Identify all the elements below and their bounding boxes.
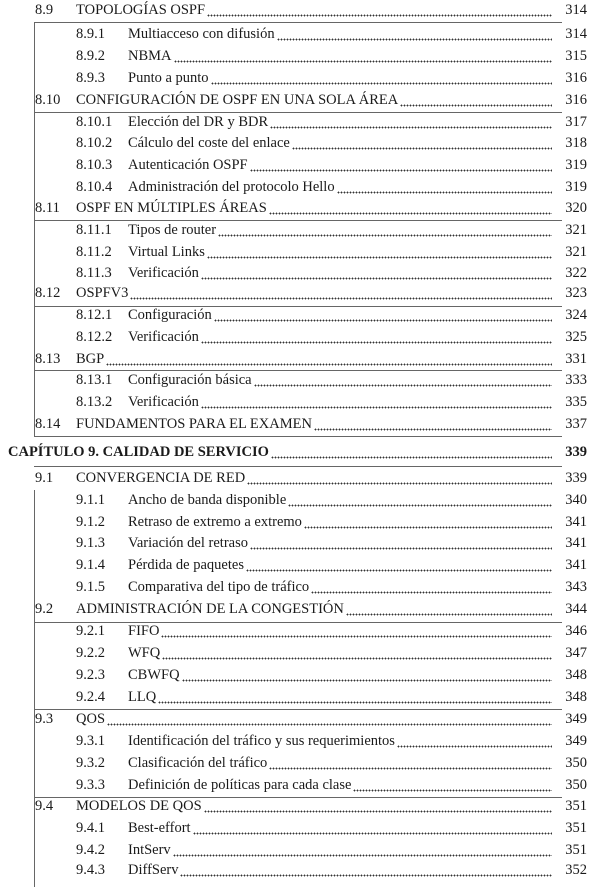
toc-subsection-row [0, 391, 600, 413]
toc-entry-page: 339 [565, 444, 587, 460]
toc-entry-fill [128, 532, 552, 554]
toc-entry-number: 8.10.4 [76, 179, 113, 195]
toc-subsection-row [0, 489, 600, 511]
toc-entry-title: Variación del retraso [128, 535, 248, 551]
toc-entry-fill [128, 176, 552, 198]
separator-rule [34, 709, 562, 710]
toc-entry-page: 314 [565, 26, 587, 42]
toc-entry-number: 8.9 [35, 2, 54, 18]
toc-entry-fill [8, 441, 552, 463]
toc-section-row [0, 598, 600, 620]
toc-subsection-row [0, 839, 600, 861]
toc-entry-title: Pérdida de paquetes [128, 557, 244, 573]
toc-entry-number: 9.3 [35, 711, 54, 727]
dot-leader [180, 859, 552, 881]
group-bracket-rule [34, 622, 35, 709]
dot-leader [311, 576, 552, 598]
toc-entry-fill [128, 620, 552, 642]
dot-leader [201, 391, 552, 413]
toc-entry-number: 8.12 [35, 285, 61, 301]
group-bracket-rule [34, 112, 35, 220]
toc-section-row [0, 413, 600, 435]
toc-entry-title: Configuración [128, 307, 212, 323]
toc-entry-number: 9.3.3 [76, 777, 105, 793]
toc-subsection-row [0, 511, 600, 533]
toc-entry-fill [128, 554, 552, 576]
toc-entry-page: 317 [565, 114, 587, 130]
toc-entry-page: 331 [565, 351, 587, 367]
toc-entry-title: CONFIGURACIÓN DE OSPF EN UNA SOLA ÁREA [76, 92, 399, 108]
dot-leader [207, 241, 552, 263]
toc-entry-title: Clasificación del tráfico [128, 755, 268, 771]
separator-rule [34, 797, 562, 798]
dot-leader [106, 348, 552, 370]
toc-entry-fill [76, 467, 552, 489]
toc-entry-number: 8.13.1 [76, 372, 113, 388]
separator-rule [34, 622, 562, 623]
toc-entry-fill [128, 730, 552, 752]
group-bracket-rule [34, 306, 35, 370]
toc-entry-fill [128, 241, 552, 263]
toc-entry-title: LLQ [128, 689, 157, 705]
dot-leader [158, 686, 552, 708]
toc-subsection-row [0, 752, 600, 774]
toc-entry-title: WFQ [128, 645, 161, 661]
toc-entry-fill [128, 686, 552, 708]
dot-leader [201, 326, 552, 348]
toc-section-row [0, 0, 600, 21]
toc-entry-page: 351 [565, 798, 587, 814]
dot-leader [270, 111, 552, 133]
toc-entry-number: 8.11 [35, 200, 60, 216]
dot-leader [161, 620, 552, 642]
toc-entry-title: CBWFQ [128, 667, 180, 683]
toc-entry-fill [128, 511, 552, 533]
toc-section-row [0, 197, 600, 219]
toc-section-row [0, 467, 600, 489]
toc-entry-number: 9.4 [35, 798, 54, 814]
toc-subsection-row [0, 219, 600, 241]
toc-entry-fill [128, 369, 552, 391]
toc-entry-page: 316 [565, 92, 587, 108]
toc-entry-page: 316 [565, 70, 587, 86]
toc-entry-title: OSPF EN MÚLTIPLES ÁREAS [76, 200, 267, 216]
toc-subsection-row [0, 817, 600, 839]
toc-entry-fill [128, 489, 552, 511]
toc-subsection-row [0, 554, 600, 576]
toc-subsection-row [0, 176, 600, 198]
toc-entry-number: 9.1.1 [76, 492, 105, 508]
toc-entry-page: 349 [565, 733, 587, 749]
dot-leader [314, 413, 552, 435]
toc-entry-number: 9.2.1 [76, 623, 105, 639]
toc-entry-fill [128, 752, 552, 774]
toc-entry-fill [128, 111, 552, 133]
toc-entry-page: 319 [565, 179, 587, 195]
toc-entry-fill [76, 0, 552, 21]
toc-entry-fill [76, 598, 552, 620]
toc-subsection-row [0, 859, 600, 881]
toc-entry-page: 348 [565, 689, 587, 705]
toc-entry-page: 319 [565, 157, 587, 173]
dot-leader [162, 642, 552, 664]
toc-entry-page: 341 [565, 514, 587, 530]
toc-subsection-row [0, 23, 600, 45]
toc-entry-page: 333 [565, 372, 587, 388]
toc-entry-title: Administración del protocolo Hello [128, 179, 335, 195]
toc-entry-fill [128, 219, 552, 241]
toc-entry-page: 322 [565, 265, 587, 281]
dot-leader [353, 774, 552, 796]
toc-entry-title: Cálculo del coste del enlace [128, 135, 290, 151]
toc-subsection-row [0, 111, 600, 133]
toc-entry-page: 351 [565, 820, 587, 836]
dot-leader [292, 132, 552, 154]
dot-leader [397, 730, 552, 752]
toc-entry-number: 9.3.1 [76, 733, 105, 749]
toc-entry-number: 9.1.4 [76, 557, 105, 573]
toc-entry-page: 339 [565, 470, 587, 486]
toc-entry-number: 9.2.2 [76, 645, 105, 661]
dot-leader [400, 89, 552, 111]
toc-entry-number: 8.9.1 [76, 26, 105, 42]
group-bracket-rule [34, 220, 35, 306]
dot-leader [254, 369, 552, 391]
toc-entry-fill [128, 132, 552, 154]
toc-entry-page: 348 [565, 667, 587, 683]
toc-entry-title: TOPOLOGÍAS OSPF [76, 2, 206, 18]
toc-entry-number: 8.13.2 [76, 394, 113, 410]
toc-entry-number: 9.4.1 [76, 820, 105, 836]
toc-entry-number: 8.10 [35, 92, 61, 108]
toc-entry-fill [128, 839, 552, 861]
toc-entry-page: 341 [565, 557, 587, 573]
toc-entry-page: 320 [565, 200, 587, 216]
separator-rule [34, 436, 562, 437]
dot-leader [250, 154, 552, 176]
group-bracket-rule [34, 370, 35, 436]
toc-subsection-row [0, 326, 600, 348]
toc-entry-fill [128, 859, 552, 881]
toc-entry-fill [76, 413, 552, 435]
dot-leader [250, 532, 552, 554]
toc-entry-title: Verificación [128, 265, 199, 281]
toc-entry-title: Comparativa del tipo de tráfico [128, 579, 310, 595]
toc-entry-title: Multiacceso con difusión [128, 26, 275, 42]
dot-leader [269, 197, 552, 219]
toc-entry-title: Verificación [128, 394, 199, 410]
group-bracket-rule [34, 490, 35, 622]
toc-entry-fill [128, 326, 552, 348]
toc-entry-title: Best-effort [128, 820, 191, 836]
toc-entry-title: ADMINISTRACIÓN DE LA CONGESTIÓN [76, 601, 344, 617]
toc-entry-page: 346 [565, 623, 587, 639]
toc-entry-fill [128, 664, 552, 686]
toc-entry-title: CONVERGENCIA DE RED [76, 470, 246, 486]
toc-subsection-row [0, 45, 600, 67]
toc-entry-page: 350 [565, 755, 587, 771]
toc-entry-page: 344 [565, 601, 587, 617]
toc-entry-page: 352 [565, 862, 587, 878]
toc-entry-number: 9.2.3 [76, 667, 105, 683]
toc-entry-title: Configuración básica [128, 372, 252, 388]
toc-subsection-row [0, 664, 600, 686]
toc-subsection-row [0, 532, 600, 554]
dot-leader [130, 282, 552, 304]
separator-rule [34, 370, 562, 371]
dot-leader [246, 554, 552, 576]
toc-entry-number: 8.12.1 [76, 307, 113, 323]
dot-leader [277, 23, 552, 45]
toc-entry-number: 9.1.5 [76, 579, 105, 595]
toc-entry-fill [128, 67, 552, 89]
toc-subsection-row [0, 132, 600, 154]
toc-entry-page: 321 [565, 244, 587, 260]
toc-entry-title: Ancho de banda disponible [128, 492, 287, 508]
group-bracket-rule [34, 22, 35, 112]
toc-chapter-row [0, 441, 600, 463]
toc-entry-fill [128, 45, 552, 67]
toc-entry-number: 9.1.2 [76, 514, 105, 530]
toc-entry-title: QOS [76, 711, 106, 727]
toc-entry-number: 8.11.2 [76, 244, 112, 260]
toc-entry-number: 9.2.4 [76, 689, 105, 705]
toc-entry-number: 9.2 [35, 601, 54, 617]
dot-leader [214, 304, 552, 326]
toc-entry-title: Virtual Links [128, 244, 205, 260]
toc-entry-fill [76, 282, 552, 304]
toc-entry-number: 9.4.3 [76, 862, 105, 878]
dot-leader [174, 45, 552, 67]
toc-entry-page: 324 [565, 307, 587, 323]
toc-subsection-row [0, 576, 600, 598]
toc-entry-number: 8.10.3 [76, 157, 113, 173]
group-bracket-rule [34, 797, 35, 887]
toc-entry-page: 323 [565, 285, 587, 301]
toc-entry-number: 9.1 [35, 470, 54, 486]
dot-leader [193, 817, 552, 839]
toc-entry-fill [128, 23, 552, 45]
toc-section-row [0, 708, 600, 730]
toc-entry-number: 9.3.2 [76, 755, 105, 771]
toc-entry-page: 314 [565, 2, 587, 18]
dot-leader [207, 0, 552, 21]
dot-leader [204, 795, 552, 817]
dot-leader [211, 67, 552, 89]
toc-entry-title: NBMA [128, 48, 172, 64]
toc-section-row [0, 89, 600, 111]
toc-entry-number: 9.4.2 [76, 842, 105, 858]
toc-entry-title: Autenticación OSPF [128, 157, 248, 173]
toc-entry-fill [128, 642, 552, 664]
toc-entry-title: Definición de políticas para cada clase [128, 777, 352, 793]
group-bracket-rule [34, 709, 35, 797]
toc-entry-title: OSPFV3 [76, 285, 129, 301]
toc-entry-page: 343 [565, 579, 587, 595]
toc-entry-number: 8.9.2 [76, 48, 105, 64]
toc-entry-number: 8.13 [35, 351, 61, 367]
toc-entry-title: CAPÍTULO 9. CALIDAD DE SERVICIO [8, 444, 269, 460]
toc-entry-title: BGP [76, 351, 105, 367]
toc-entry-page: 349 [565, 711, 587, 727]
dot-leader [173, 839, 552, 861]
toc-subsection-row [0, 67, 600, 89]
toc-entry-number: 9.1.3 [76, 535, 105, 551]
toc-entry-page: 335 [565, 394, 587, 410]
separator-rule [34, 22, 562, 23]
toc-entry-fill [128, 262, 552, 284]
toc-entry-title: Retraso de extremo a extremo [128, 514, 302, 530]
toc-subsection-row [0, 369, 600, 391]
toc-entry-page: 351 [565, 842, 587, 858]
toc-entry-page: 347 [565, 645, 587, 661]
dot-leader [337, 176, 552, 198]
toc-entry-page: 350 [565, 777, 587, 793]
dot-leader [107, 708, 552, 730]
separator-rule [34, 220, 562, 221]
toc-entry-fill [76, 89, 552, 111]
toc-entry-fill [76, 708, 552, 730]
toc-entry-fill [128, 391, 552, 413]
toc-entry-page: 341 [565, 535, 587, 551]
toc-entry-number: 8.10.1 [76, 114, 113, 130]
toc-entry-title: Elección del DR y BDR [128, 114, 269, 130]
toc-entry-fill [128, 154, 552, 176]
toc-section-row [0, 795, 600, 817]
toc-entry-page: 325 [565, 329, 587, 345]
separator-rule [34, 112, 562, 113]
toc-entry-title: FUNDAMENTOS PARA EL EXAMEN [76, 416, 312, 432]
dot-leader [218, 219, 552, 241]
toc-subsection-row [0, 642, 600, 664]
dot-leader [346, 598, 552, 620]
toc-entry-page: 315 [565, 48, 587, 64]
toc-entry-number: 8.12.2 [76, 329, 113, 345]
toc-entry-number: 8.14 [35, 416, 61, 432]
toc-subsection-row [0, 686, 600, 708]
toc-entry-title: FIFO [128, 623, 160, 639]
dot-leader [271, 441, 552, 463]
dot-leader [288, 489, 552, 511]
toc-entry-title: Tipos de router [128, 222, 217, 238]
toc-subsection-row [0, 154, 600, 176]
toc-entry-fill [128, 576, 552, 598]
toc-entry-fill [128, 304, 552, 326]
toc-entry-title: DiffServ [128, 862, 179, 878]
toc-section-row [0, 282, 600, 304]
toc-entry-fill [76, 197, 552, 219]
toc-subsection-row [0, 241, 600, 263]
toc-entry-fill [76, 795, 552, 817]
toc-entry-number: 8.11.3 [76, 265, 112, 281]
toc-subsection-row [0, 304, 600, 326]
toc-section-row [0, 348, 600, 370]
toc-entry-title: MODELOS DE QOS [76, 798, 202, 814]
toc-entry-title: Verificación [128, 329, 199, 345]
toc-entry-title: Punto a punto [128, 70, 209, 86]
toc-entry-fill [128, 817, 552, 839]
toc-entry-page: 337 [565, 416, 587, 432]
dot-leader [201, 262, 552, 284]
toc-entry-number: 8.9.3 [76, 70, 105, 86]
toc-entry-number: 8.10.2 [76, 135, 113, 151]
dot-leader [247, 467, 552, 489]
toc-entry-page: 321 [565, 222, 587, 238]
toc-entry-title: IntServ [128, 842, 171, 858]
toc-entry-fill [76, 348, 552, 370]
toc-entry-number: 8.11.1 [76, 222, 112, 238]
toc-entry-title: Identificación del tráfico y sus requerimientos [128, 733, 395, 749]
toc-subsection-row [0, 774, 600, 796]
toc-entry-page: 340 [565, 492, 587, 508]
toc-subsection-row [0, 620, 600, 642]
separator-rule [34, 466, 562, 467]
dot-leader [304, 511, 552, 533]
toc-entry-page: 318 [565, 135, 587, 151]
toc-subsection-row [0, 262, 600, 284]
separator-rule [34, 306, 562, 307]
toc-subsection-row [0, 730, 600, 752]
dot-leader [182, 664, 552, 686]
dot-leader [269, 752, 552, 774]
toc-entry-fill [128, 774, 552, 796]
